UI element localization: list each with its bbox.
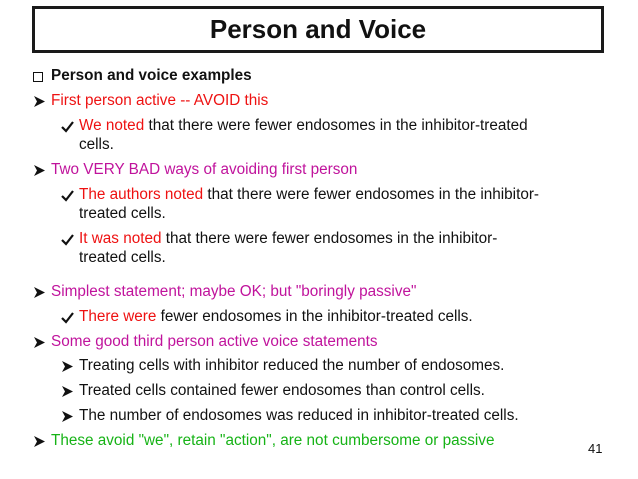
arrowhead-icon	[61, 357, 74, 375]
arrowhead-icon	[33, 333, 46, 351]
checkmark-icon	[61, 117, 74, 135]
very-bad-text: Two VERY BAD ways of avoiding first person	[51, 161, 358, 178]
these-avoid-text: These avoid "we", retain "action", are not cumbersome or passive	[51, 432, 495, 449]
arrowhead-icon	[33, 92, 46, 110]
authors-noted-cont-text: treated cells.	[79, 205, 166, 222]
it-was-noted-rest: that there were fewer endosomes in the inhibitor-	[161, 230, 498, 247]
there-were-text: There were	[79, 308, 157, 325]
heading-text: Person and voice examples	[51, 67, 252, 84]
treating-cells-text: Treating cells with inhibitor reduced the number of endosomes.	[79, 357, 505, 374]
simplest-text: Simplest statement; maybe OK; but "boringly passive"	[51, 283, 417, 300]
there-were-rest: fewer endosomes in the inhibitor-treated cells.	[156, 308, 473, 325]
slide-title: Person and Voice	[32, 6, 604, 53]
checkmark-icon	[61, 308, 74, 326]
authors-noted-text: The authors noted	[79, 186, 204, 203]
page-number: 41	[588, 441, 603, 456]
treated-cells-text: Treated cells contained fewer endosomes than control cells.	[79, 382, 485, 399]
it-was-noted-cont-text: treated cells.	[79, 249, 166, 266]
first-person-text: First person active -- AVOID this	[51, 92, 269, 109]
we-noted-rest: that there were fewer endosomes in the inhibitor-treated	[144, 117, 528, 134]
arrowhead-icon	[33, 283, 46, 301]
arrowhead-icon	[33, 161, 46, 179]
checkmark-icon	[61, 230, 74, 248]
checkmark-icon	[61, 186, 74, 204]
arrowhead-icon	[33, 432, 46, 450]
hollow-square-icon	[33, 67, 43, 85]
it-was-noted-text: It was noted	[79, 230, 162, 247]
arrowhead-icon	[61, 382, 74, 400]
number-endosomes-text: The number of endosomes was reduced in inhibitor-treated cells.	[79, 407, 519, 424]
we-noted-text: We noted	[79, 117, 145, 134]
good-third-person-text: Some good third person active voice statements	[51, 333, 378, 350]
arrowhead-icon	[61, 407, 74, 425]
authors-noted-rest: that there were fewer endosomes in the inhibitor-	[203, 186, 540, 203]
we-noted-cont-text: cells.	[79, 136, 114, 153]
